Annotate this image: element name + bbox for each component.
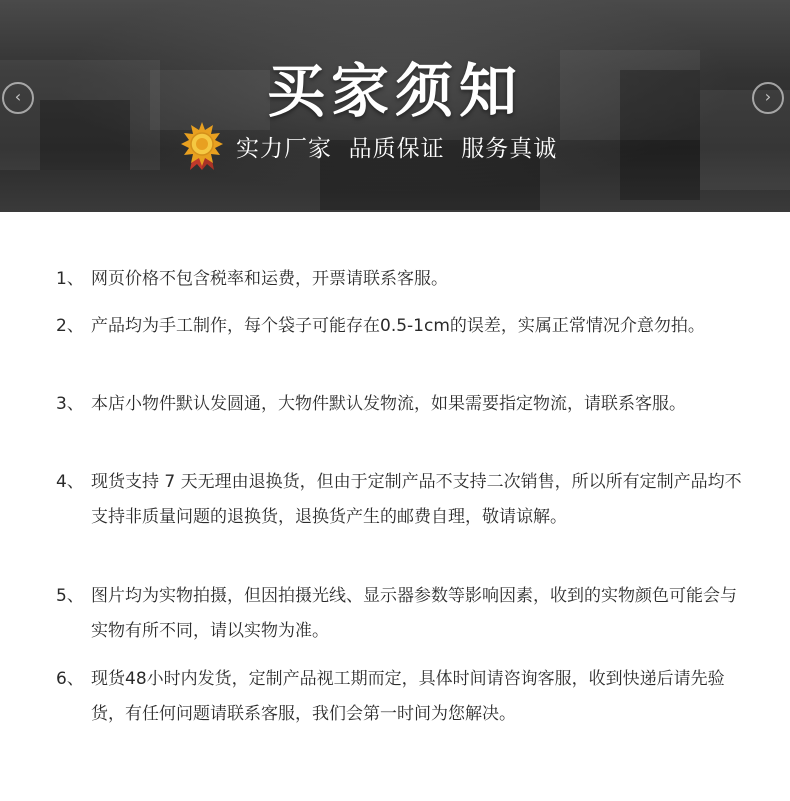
list-item — [56, 309, 746, 344]
list-item — [56, 662, 746, 732]
list-item — [56, 387, 746, 422]
item-number: 1、 — [56, 269, 84, 289]
award-badge-icon — [178, 120, 226, 172]
item-number: 2、 — [56, 316, 84, 336]
list-item — [56, 262, 746, 297]
item-text: 现货48小时内发货，定制产品视工期而定，具体时间请咨询客服，收到快递后请先验货，有任何问题请联系客服，我们会第一时间为您解决。 — [91, 669, 725, 724]
item-text: 网页价格不包含税率和运费，开票请联系客服。 — [91, 269, 448, 289]
item-number: 5、 — [56, 586, 84, 606]
item-text: 产品均为手工制作，每个袋子可能存在0.5-1cm的误差，实属正常情况介意勿拍。 — [91, 316, 705, 336]
page-title: 买家须知 — [266, 57, 523, 125]
item-text: 现货支持 7 天无理由退换货，但由于定制产品不支持二次销售，所以所有定制产品均不支持非质量问题的退换货，退换货产生的邮费自理，敬请谅解。 — [91, 472, 742, 527]
list-item — [56, 579, 746, 649]
item-number: 4、 — [56, 472, 84, 492]
chevron-right-icon[interactable]: › — [752, 82, 784, 114]
list-item — [56, 465, 746, 535]
item-number: 3、 — [56, 394, 84, 414]
header-banner — [0, 0, 790, 212]
item-text: 图片均为实物拍摄，但因拍摄光线、显示器参数等影响因素，收到的实物颜色可能会与实物有所不同，请以实物为准。 — [91, 586, 737, 641]
chevron-left-icon[interactable]: ‹ — [2, 82, 34, 114]
item-text: 本店小物件默认发圆通，大物件默认发物流，如果需要指定物流，请联系客服。 — [91, 394, 686, 414]
banner-subtitle: 实力厂家 品质保证 服务真诚 — [236, 135, 558, 162]
item-number: 6、 — [56, 669, 84, 689]
subtitle-row — [178, 120, 557, 172]
